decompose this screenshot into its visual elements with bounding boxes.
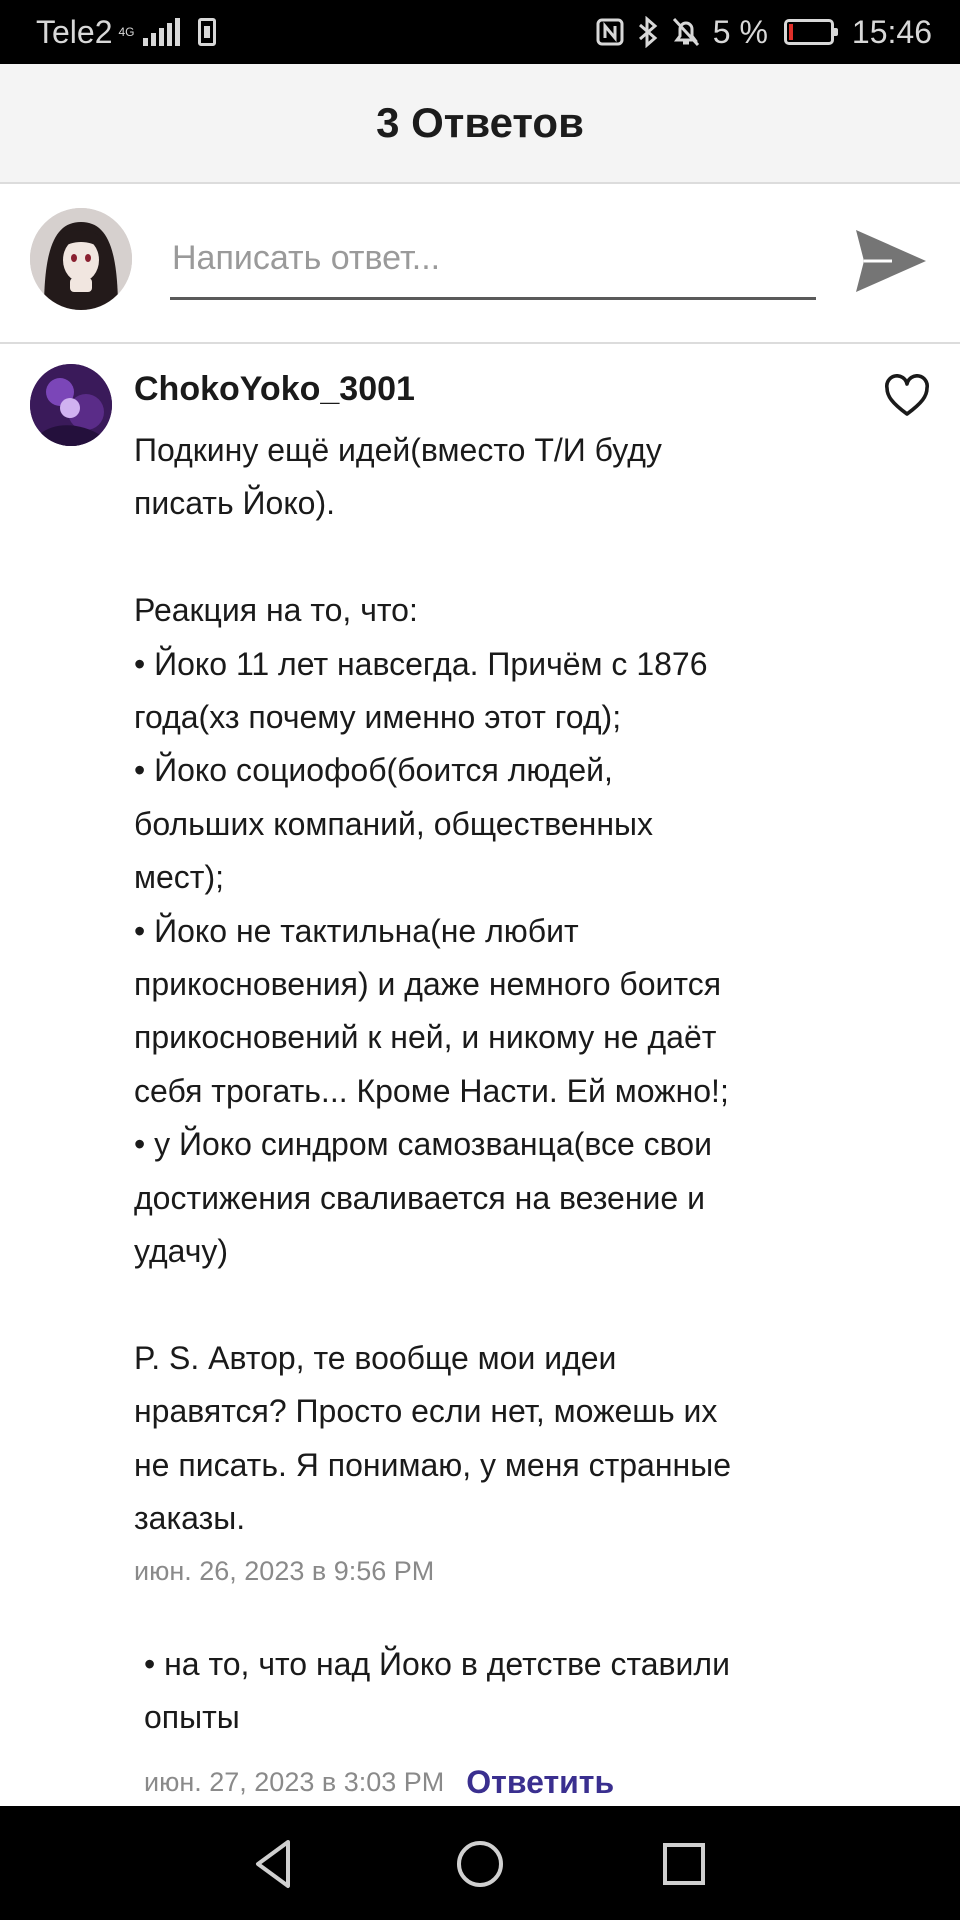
reply-text: • на то, что над Йоко в детстве ставили опыты [144, 1646, 730, 1736]
navigation-bar [0, 1806, 960, 1920]
author-avatar-image [30, 364, 112, 446]
home-icon[interactable] [450, 1834, 510, 1894]
reply-composer [0, 184, 960, 344]
current-user-avatar [30, 208, 132, 310]
signal-icon [143, 18, 180, 46]
bluetooth-icon [637, 16, 659, 48]
status-right [595, 0, 932, 64]
reply-button[interactable]: Ответить [466, 1764, 615, 1800]
status-bar [0, 0, 960, 64]
clock: 15:46 [851, 13, 932, 50]
recents-icon[interactable] [654, 1834, 714, 1894]
reply-input[interactable] [170, 220, 816, 300]
battery-percent: 5 % [712, 13, 768, 50]
comment-timestamp: июн. 26, 2023 в 9:56 PM [134, 1556, 435, 1586]
heart-icon[interactable] [884, 374, 930, 420]
header [0, 64, 960, 184]
mute-bell-icon [671, 16, 701, 48]
network-type: 4G [118, 25, 135, 39]
battery-level [789, 24, 793, 40]
author-name[interactable]: ChokoYoko_3001 [134, 370, 415, 408]
status-left [36, 0, 216, 64]
reply-footer [144, 1764, 614, 1801]
back-icon[interactable] [244, 1834, 304, 1894]
send-icon[interactable] [852, 222, 930, 300]
battery-icon [784, 19, 834, 45]
reply-timestamp: июн. 27, 2023 в 3:03 PM [144, 1767, 445, 1797]
sim-card-icon [198, 18, 216, 46]
page-title: 3 Ответов [376, 99, 584, 146]
avatar-image [30, 208, 132, 310]
nfc-icon [595, 17, 625, 47]
comment-text: Подкину ещё идей(вместо Т/И буду писать Йоко). Реакция на то, что: • Йоко 11 лет навсегда. Причём с 1876 года(хз почему именно этот год); • Йоко социофоб(боится людей, больших компаний, общественных мест); • Йоко не тактильна(не любит прикосновения) и даже немного боится прикосновений к ней, и никому не даёт себя трогать... Кроме Насти. Ей можно!; • у Йоко синдром самозванца(все свои достижения сваливается на везение и удачу) P. S. Автор, те вообще мои идеи нравятся? Просто если нет, можешь их не писать. Я понимаю, у меня странные заказы. [134, 432, 731, 1537]
carrier-name: Tele2 [36, 13, 113, 50]
author-avatar[interactable] [30, 364, 112, 446]
